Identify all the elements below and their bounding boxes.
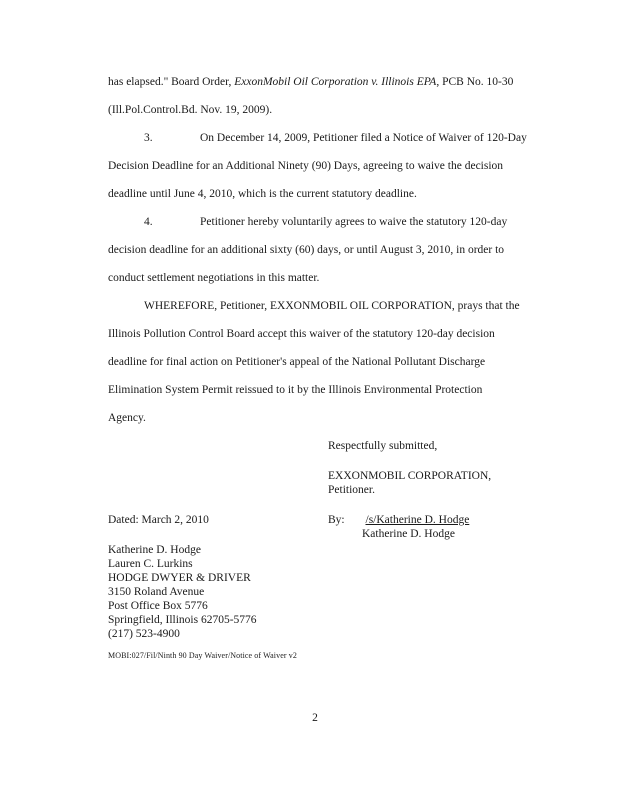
wherefore-line-3: deadline for final action on Petitioner's appeal of the National Pollutant Discharge bbox=[108, 356, 486, 368]
paragraph-3-line-1: On December 14, 2009, Petitioner filed a Notice of Waiver of 120-Day bbox=[200, 132, 527, 144]
page-number: 2 bbox=[312, 712, 318, 724]
counsel-line: HODGE DWYER & DRIVER bbox=[108, 572, 251, 584]
line1-text-a: has elapsed." Board Order, bbox=[108, 76, 235, 88]
by-label: By: bbox=[328, 514, 345, 526]
counsel-line: Katherine D. Hodge bbox=[108, 544, 201, 556]
paragraph-4-line-2: decision deadline for an additional sixty (60) days, or until August 3, 2010, in order to bbox=[108, 244, 505, 256]
body-line-1 bbox=[108, 75, 513, 89]
counsel-line: (217) 523-4900 bbox=[108, 628, 180, 640]
signature-company: EXXONMOBIL CORPORATION, bbox=[328, 470, 492, 482]
dated-line: Dated: March 2, 2010 bbox=[108, 514, 209, 526]
wherefore-line-2: Illinois Pollution Control Board accept this waiver of the statutory 120-day decision bbox=[108, 328, 495, 340]
paragraph-4-line-3: conduct settlement negotiations in this matter. bbox=[108, 272, 320, 284]
signature-by-line bbox=[328, 513, 528, 527]
paragraph-3-line-3: deadline until June 4, 2010, which is the current statutory deadline. bbox=[108, 188, 417, 200]
paragraph-3-number: 3. bbox=[144, 132, 153, 144]
signature-closing: Respectfully submitted, bbox=[328, 440, 438, 452]
wherefore-line-5: Agency. bbox=[108, 412, 146, 424]
paragraph-3-line-2: Decision Deadline for an Additional Ninety (90) Days, agreeing to waive the decision bbox=[108, 160, 504, 172]
signature-role: Petitioner. bbox=[328, 484, 375, 496]
counsel-line: Post Office Box 5776 bbox=[108, 600, 208, 612]
wherefore-line-1: WHEREFORE, Petitioner, EXXONMOBIL OIL CORPORATION, prays that the bbox=[144, 300, 520, 312]
wherefore-line-4: Elimination System Permit reissued to it by the Illinois Environmental Protection bbox=[108, 384, 483, 396]
electronic-signature: /s/Katherine D. Hodge bbox=[365, 514, 470, 526]
paragraph-4-number: 4. bbox=[144, 216, 153, 228]
line1-text-b: , PCB No. 10-30 bbox=[436, 76, 514, 88]
counsel-line: Springfield, Illinois 62705-5776 bbox=[108, 614, 257, 626]
counsel-line: Lauren C. Lurkins bbox=[108, 558, 193, 570]
case-citation: ExxonMobil Oil Corporation v. Illinois EPA bbox=[234, 76, 437, 88]
body-line-2: (Ill.Pol.Control.Bd. Nov. 19, 2009). bbox=[108, 104, 273, 116]
paragraph-4-line-1: Petitioner hereby voluntarily agrees to waive the statutory 120-day bbox=[200, 216, 508, 228]
counsel-line: 3150 Roland Avenue bbox=[108, 586, 205, 598]
signer-name: Katherine D. Hodge bbox=[362, 528, 455, 540]
file-reference: MOBI:027/Fil/Ninth 90 Day Waiver/Notice of Waiver v2 bbox=[108, 651, 297, 660]
